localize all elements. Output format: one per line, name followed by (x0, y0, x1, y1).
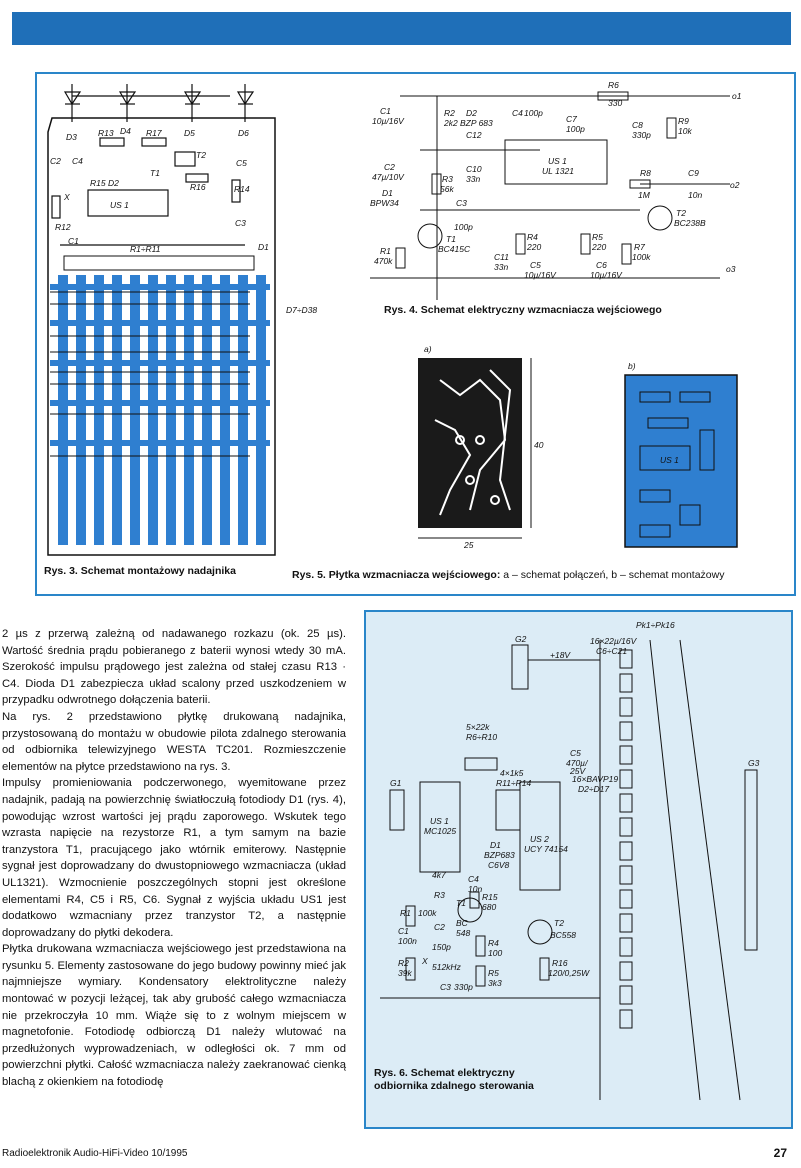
rys6-caption-line1: Rys. 6. Schemat elektryczny (374, 1067, 515, 1079)
rys6-label-r6r10a: 5×22k (466, 722, 490, 732)
rys6-label-r1: R1 (400, 908, 411, 918)
rys3-label-c1: C1 (68, 236, 79, 246)
rys3-label-r12: R12 (55, 222, 71, 232)
rys5-dim-40: 40 (534, 440, 544, 450)
rys6-output-channels (620, 640, 740, 1100)
rys4-label-o1: o1 (732, 91, 742, 101)
rys6-label-xv: 512kHz (432, 962, 461, 972)
rys6-label-pk: Pk1÷Pk16 (636, 620, 675, 630)
rys3-label-t2: T2 (196, 150, 206, 160)
rys4-label-d1: D1 (382, 188, 393, 198)
rys4-label-c10: C10 (466, 164, 482, 174)
rys6-label-c4v: 10n (468, 884, 483, 894)
rys6-label-r11r14b: R11÷R14 (496, 778, 532, 788)
rys4-label-r6: R6 (608, 80, 619, 90)
rys6-label-bavp: 16×BAVP19 (572, 774, 619, 784)
rys4-label-c11: C11 (494, 252, 509, 262)
rys4-label-r9: R9 (678, 116, 689, 126)
rys3-label-d5: D5 (184, 128, 195, 138)
rys3-caption: Rys. 3. Schemat montażowy nadajnika (44, 565, 236, 577)
rys4-label-c10v: 33n (466, 174, 481, 184)
rys6-label-c5v2: 25V (570, 766, 586, 776)
rys3-label-c4: C4 (72, 156, 83, 166)
rys4-label-r2: R2 (444, 108, 455, 118)
rys6-label-t2v: BC558 (550, 930, 576, 940)
rys6-label-us2v: UCY 74154 (524, 844, 568, 854)
rys3-label-r16: R16 (190, 182, 206, 192)
rys4-label-c12: C12 (466, 130, 482, 140)
rys6-labels (390, 620, 760, 992)
rys6-label-d1v2: C6V8 (488, 860, 510, 870)
rys6-label-capbank1: 16×22µ/16V (590, 636, 637, 646)
rys4-label-r9v: 10k (678, 126, 692, 136)
rys3-label-r14: R14 (234, 184, 250, 194)
rys3-label-x: X (64, 192, 70, 202)
rys4-label-r8v: 1M (638, 190, 650, 200)
rys4-label-r4v: 220 (527, 242, 542, 252)
body-paragraph-1: 2 µs z przerwą zależną od nadawanego rozkazu (ok. 25 µs). Wartość średnia prądu pobieranego z baterii wynosi wtedy 30 mA. Szerokość impulsu prądowego jest zależna od stałej czasu R13 · C4. Dioda D1 zabezpiecza układ scalony przed uszkodzeniem w przypadku odwrotnego dołączenia baterii. (2, 628, 346, 707)
rys3-label-d3: D3 (66, 132, 77, 142)
rys6-label-d2d17: D2÷D17 (578, 784, 610, 794)
rys6-label-c1v: 100n (398, 936, 417, 946)
rys4-label-r8: R8 (640, 168, 651, 178)
rys6-label-r16v: 120/0,25W (548, 968, 590, 978)
rys6-label-c1: C1 (398, 926, 409, 936)
rys6-label-r4: R4 (488, 938, 499, 948)
rys3-label-d7d38: D7÷D38 (286, 305, 318, 315)
rys4-label-c5v: 10µ/16V (524, 270, 556, 280)
rys4-label-us1: US 1 (548, 156, 567, 166)
rys6-label-c3v: 330p (454, 982, 473, 992)
rys4-label-r7: R7 (634, 242, 645, 252)
rys6-label-c3: C3 (440, 982, 451, 992)
rys6-label-r4v: 100 (488, 948, 503, 958)
rys4-label-c6: C6 (596, 260, 607, 270)
rys4-label-r3: R3 (442, 174, 453, 184)
rys3-label-d6: D6 (238, 128, 249, 138)
rys6-label-r1v: 100k (418, 908, 437, 918)
page-number: 27 (773, 1146, 787, 1160)
rys6-label-r3: R3 (434, 890, 445, 900)
rys4-label-c7: C7 (566, 114, 577, 124)
rys6-caption-line2: odbiornika zdalnego sterowania (374, 1080, 534, 1092)
rys4-label-r2v: 2k2 (444, 118, 458, 128)
rys6-label-us1: US 1 (430, 816, 449, 826)
rys6-label-bc: BC (456, 918, 468, 928)
rys6-label-g2: G2 (515, 634, 527, 644)
rys6-label-d1: D1 (490, 840, 501, 850)
rys6-label-t1: T1 (456, 898, 466, 908)
rys4-label-r5: R5 (592, 232, 603, 242)
rys5-caption-bold: Rys. 5. Płytka wzmacniacza wejściowego: (292, 569, 501, 581)
rys4-label-o3: o3 (726, 264, 736, 274)
rys4-label-c4: C4 (512, 108, 523, 118)
rys6-label-bcv: 548 (456, 928, 471, 938)
rys6-label-c2: C2 (434, 922, 445, 932)
rys6-label-d1v: BZP683 (484, 850, 515, 860)
rys4-label-c11v: 33n (494, 262, 509, 272)
rys6-label-r2v: 39k (398, 968, 412, 978)
rys3-label-c3: C3 (235, 218, 246, 228)
rys3-label-t1: T1 (150, 168, 160, 178)
rys6-label-c4: C4 (468, 874, 479, 884)
rys6-label-r16: R16 (552, 958, 568, 968)
rys6-label-x: X (422, 956, 428, 966)
rys4-label-c8: C8 (632, 120, 643, 130)
rys3-label-r17: R17 (146, 128, 162, 138)
rys6-label-g3: G3 (748, 758, 760, 768)
rys6-label-r2: R2 (398, 958, 409, 968)
rys5-label-us1: US 1 (660, 455, 679, 465)
body-paragraph-3: Impulsy promieniowania podczerwonego, wyemitowane przez nadajnik, padają na powierzchnię światłoczułą fotodiody D1 (rys. 4), powodując wzrost wartości jej prądu zaporowego. Wskutek tego wzrasta napięcie na rezystorze R1, a tym samym na bazie tranzystora T1, pracującego jako wtórnik emiterowy. Następnie sygnał jest doprowadzany do dwustopniowego wzmacniacza (układ UL1321). Wzmocnienie poszczególnych stopni jest określone elementami R4, C5 i R5, C6. Sygnał z wyjścia układu US1 jest dodatkowo wzmacniany przez tranzystor T2, a następnie doprowadzany do płytki dekodera. (2, 777, 346, 939)
rys4-label-c1: C1 (380, 106, 391, 116)
rys4-label-r3v: 56k (440, 184, 454, 194)
rys3-label-c2: C2 (50, 156, 61, 166)
rys4-label-r5v: 220 (592, 242, 607, 252)
rys6-label-r3v: 4k7 (432, 870, 446, 880)
rys3-label-d4: D4 (120, 126, 131, 136)
rys6-label-us2: US 2 (530, 834, 549, 844)
rys4-label-t1: T1 (446, 234, 456, 244)
rys4-label-t2v: BC238B (674, 218, 706, 228)
rys4-label-c5: C5 (530, 260, 541, 270)
rys3-label-r13: R13 (98, 128, 114, 138)
rys6-label-us1v: MC1025 (424, 826, 457, 836)
rys6-label-r5v: 3k3 (488, 978, 502, 988)
rys4-label-c2v: 47µ/10V (372, 172, 404, 182)
rys4-label-o2: o2 (730, 180, 740, 190)
rys6-label-g1: G1 (390, 778, 402, 788)
rys4-label-t1v: BC415C (438, 244, 471, 254)
rys3-label-c5: C5 (236, 158, 247, 168)
rys6-label-r15v: 680 (482, 902, 497, 912)
rys4-label-r4: R4 (527, 232, 538, 242)
rys5-label-b: b) (628, 361, 636, 371)
rys3-label-us1: US 1 (110, 200, 129, 210)
rys4-label-d1v: BPW34 (370, 198, 399, 208)
rys6-label-v18: +18V (550, 650, 571, 660)
rys6-caption (374, 1067, 534, 1093)
rys4-label-c2: C2 (384, 162, 395, 172)
rys4-label-r1: R1 (380, 246, 391, 256)
rys4-label-r7v: 100k (632, 252, 651, 262)
rys4-label-d2: D2 (466, 108, 477, 118)
article-body (2, 626, 346, 1091)
rys3-label-r1r11: R1÷R11 (130, 244, 161, 254)
rys4-label-c9: C9 (688, 168, 699, 178)
rys4-label-c1v: 10µ/16V (372, 116, 404, 126)
rys4-label-c9v: 10n (688, 190, 703, 200)
rys4-label-c3: C3 (456, 198, 467, 208)
rys6-label-c5v: 470µ/ (566, 758, 588, 768)
rys5-label-a: a) (424, 344, 432, 354)
rys4-label-t2: T2 (676, 208, 686, 218)
rys3-label-r15d2: R15 D2 (90, 178, 119, 188)
rys4-label-us1v: UL 1321 (542, 166, 574, 176)
footer-publication: Radioelektronik Audio-HiFi-Video 10/1995 (2, 1148, 188, 1159)
rys6-label-capbank2: C6÷C21 (596, 646, 628, 656)
rys6-label-r15: R15 (482, 892, 498, 902)
rys4-label-r1v: 470k (374, 256, 393, 266)
rys5-caption-rest: a – schemat połączeń, b – schemat montażowy (503, 569, 725, 581)
body-paragraph-4: Płytka drukowana wzmacniacza wejściowego jest przedstawiona na rysunku 5. Elementy zastosowane do jego budowy powinny mieć jak najmniejsze wymiary. Kondensatory elektrolityczne należy montować w pozycji leżącej, tak aby grubość całego wzmacniacza nie przekroczyła 10 mm. Wiąże się to z wolnym miejscem w magnetofonie. Fotodiodę odbiorczą D1 należy wlutować na przedłużonych wyprowadzeniach, w odległości ok. 7 mm od powierzchni płytki. Całość wzmacniacza należy zaekranować cienką blachą z okienkiem na fotodiodę (2, 943, 346, 1089)
body-paragraph-2: Na rys. 2 przedstawiono płytkę drukowaną nadajnika, przystosowaną do montażu w obudowie pilota zdalnego sterowania od odbiornika telewizyjnego WESTA TC201. Rozmieszczenie elementów na płytce przedstawiono na rys. 3. (2, 710, 346, 773)
rys6-label-r5: R5 (488, 968, 499, 978)
rys5-dim-25: 25 (464, 540, 474, 550)
rys6-label-c2v: 150p (432, 942, 451, 952)
rys4-label-c6v: 10µ/16V (590, 270, 622, 280)
rys4-label-c4v: 100p (524, 108, 543, 118)
rys4-label-c7v: 100p (566, 124, 585, 134)
rys4-label-r6v: 330 (608, 98, 623, 108)
rys3-label-d1: D1 (258, 242, 269, 252)
rys4-caption: Rys. 4. Schemat elektryczny wzmacniacza wejściowego (384, 304, 662, 316)
rys4-label-c8v: 330p (632, 130, 651, 140)
rys4-label-d2v: BZP 683 (460, 118, 493, 128)
rys6-label-c5: C5 (570, 748, 581, 758)
rys4-label-c3v: 100p (454, 222, 473, 232)
rys6-label-r6r10b: R6÷R10 (466, 732, 498, 742)
rys6-label-r11r14a: 4×1k5 (500, 768, 524, 778)
rys6-label-t2: T2 (554, 918, 564, 928)
